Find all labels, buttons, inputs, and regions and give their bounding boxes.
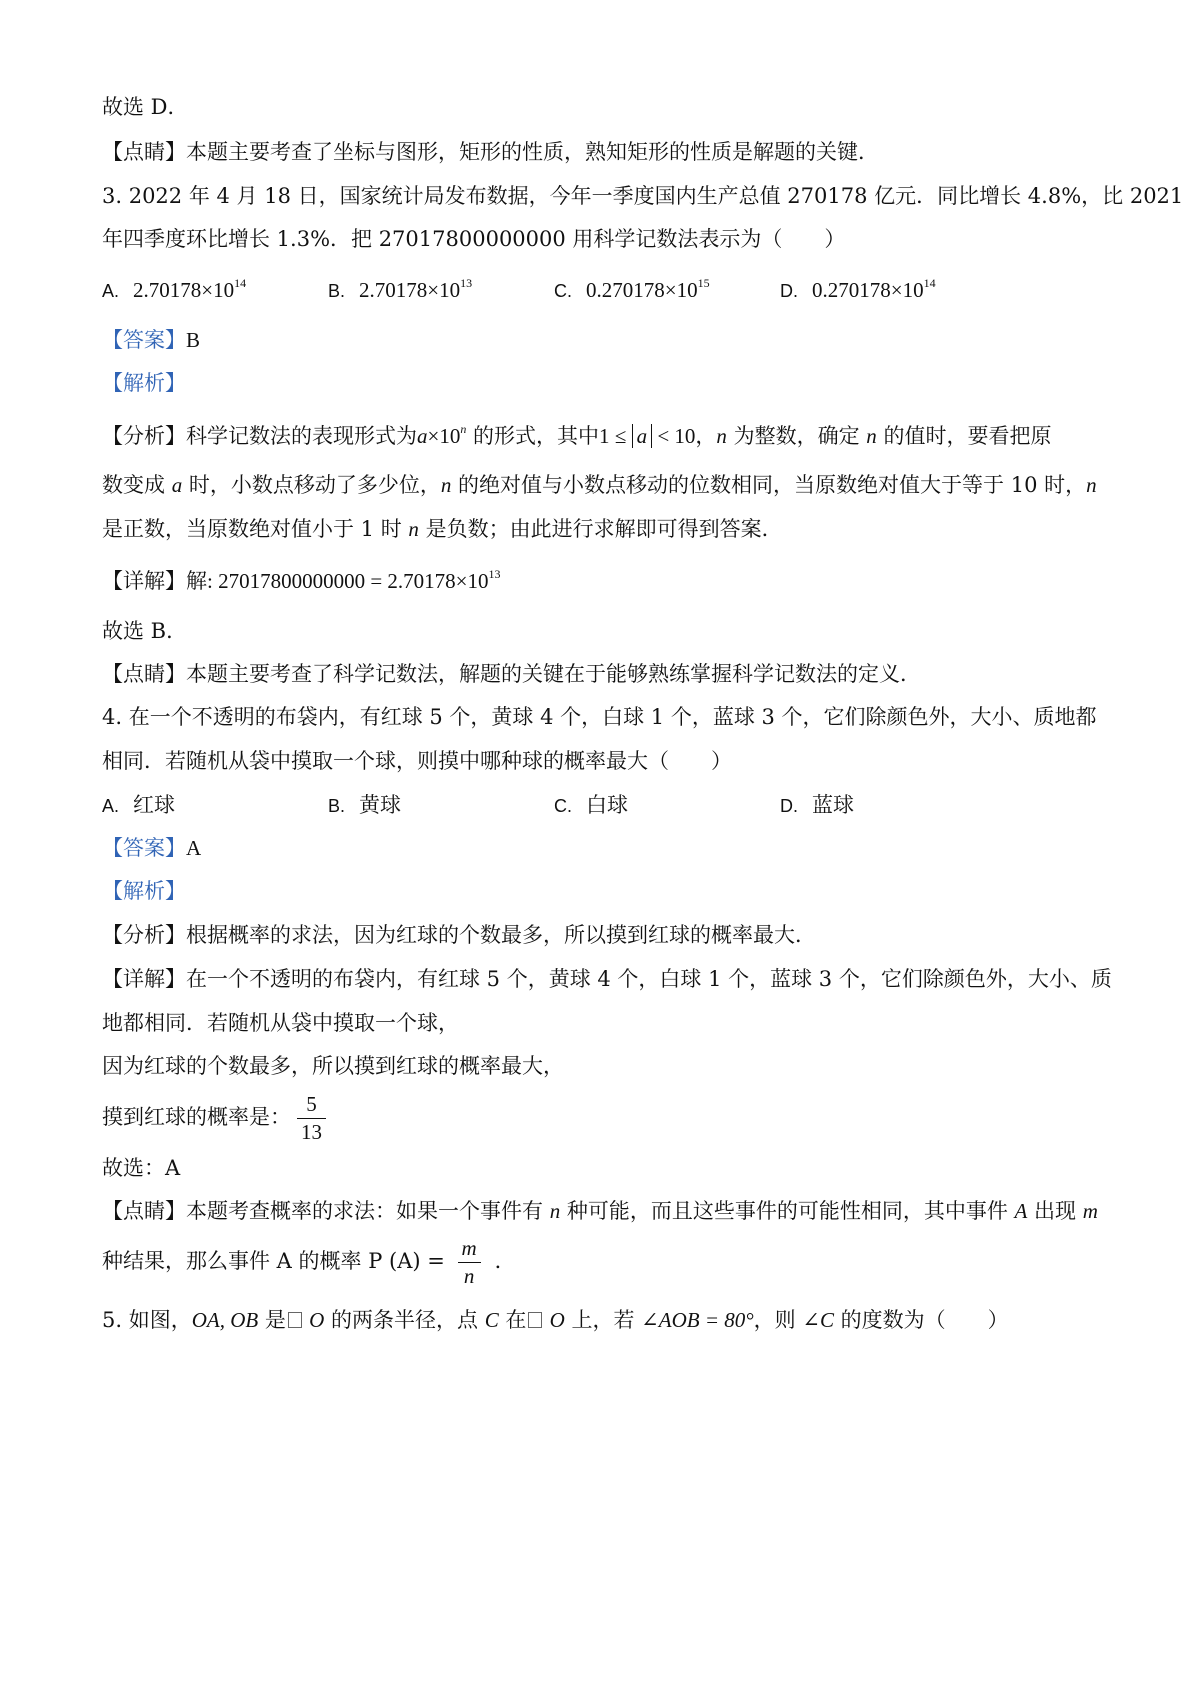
q4-review-line1 — [102, 1201, 1098, 1222]
fraction-numerator: m — [461, 1236, 477, 1260]
math-ineq-left: 1 ≤ — [599, 424, 632, 448]
q4-stem-line2: 相同．若随机从袋中摸取一个球，则摸中哪种球的概率最大（ ） — [102, 749, 732, 773]
q5-text: 是 — [258, 1308, 286, 1332]
option-value: 0.270178×10 — [812, 278, 924, 302]
review-text: ． — [494, 1249, 516, 1273]
q3-xiangjie-line — [102, 567, 501, 593]
q4-xiangjie-line1 — [102, 969, 1112, 990]
q3-fenxi-line2 — [102, 475, 1097, 496]
var-n: n — [716, 424, 727, 448]
option-value: 2.70178×10 — [359, 278, 461, 302]
xiangjie-tag: 【详解】 — [102, 569, 186, 593]
fenxi-text: ， — [695, 424, 717, 448]
xiangjie-tag: 【详解】 — [102, 967, 186, 991]
fenxi-text: 的形式，其中 — [466, 424, 600, 448]
review-line-prev — [102, 142, 879, 163]
fenxi-text: 时，小数点移动了多少位， — [182, 473, 441, 497]
option-exponent: 13 — [460, 276, 473, 290]
xiangjie-exponent: 13 — [488, 567, 501, 581]
q4-stem-line1: 4. 在一个不透明的布袋内，有红球 5 个，黄球 4 个，白球 1 个，蓝球 3 个，它们除颜色外，大小、质地都 — [102, 705, 1097, 729]
var-A: A — [1014, 1199, 1028, 1223]
circle-symbol-icon — [528, 1312, 542, 1328]
option-exponent: 14 — [234, 276, 247, 290]
var-a: a — [417, 424, 428, 448]
q3-answer-line — [102, 330, 200, 351]
fenxi-tag: 【分析】 — [102, 424, 186, 448]
xiangjie-text: 解: 27017800000000 = 2.70178×10 — [186, 569, 489, 593]
fenxi-text: 的值时，要看把原 — [876, 424, 1052, 448]
fenxi-tag: 【分析】 — [102, 923, 186, 947]
probability-text: 摸到红球的概率是： — [102, 1105, 291, 1129]
var-O: O — [303, 1308, 325, 1332]
answer-tag: 【答案】 — [102, 836, 186, 860]
q4-xiangjie-line2: 地都相同．若随机从袋中摸取一个球， — [102, 1011, 459, 1035]
review-tag: 【点睛】 — [102, 140, 186, 164]
probability-fraction — [297, 1094, 326, 1143]
q4-option-c — [554, 795, 628, 816]
q3-fenxi-line3 — [102, 519, 783, 540]
q4-option-a — [102, 795, 175, 816]
option-exponent: 15 — [697, 276, 710, 290]
fenxi-text: 为整数，确定 — [726, 424, 867, 448]
review-tag: 【点睛】 — [102, 662, 186, 686]
q4-xiangjie-line3: 因为红球的个数最多，所以摸到红球的概率最大， — [102, 1054, 564, 1078]
fraction-denominator: 13 — [297, 1118, 326, 1143]
option-label: B. — [328, 281, 346, 301]
q3-stem-line2: 年四季度环比增长 1.3%．把 27017800000000 用科学记数法表示为（ ） — [102, 227, 846, 251]
q5-text: 上，若 — [564, 1308, 642, 1332]
fenxi-text: 科学记数法的表现形式为 — [186, 424, 417, 448]
q3-review-line — [102, 664, 921, 685]
q5-text: 的两条半径，点 — [324, 1308, 485, 1332]
var-n-exponent: n — [460, 422, 467, 436]
q4-review-line2 — [102, 1238, 516, 1287]
review-text: 种可能，而且这些事件的可能性相同，其中事件 — [560, 1199, 1015, 1223]
q4-option-d — [780, 795, 854, 816]
math-angle-aob: ∠AOB = 80° — [641, 1308, 754, 1332]
option-exponent: 14 — [923, 276, 936, 290]
fenxi-text: 是正数，当原数绝对值小于 1 时 — [102, 517, 409, 541]
xiangjie-text: 在一个不透明的布袋内，有红球 5 个，黄球 4 个，白球 1 个，蓝球 3 个，它们除颜色外，大小、质 — [186, 967, 1112, 991]
q3-fenxi-line1 — [102, 424, 1051, 448]
fraction-numerator: 5 — [306, 1092, 317, 1116]
math-radii: OA, OB — [191, 1308, 259, 1332]
answer-value: B — [186, 328, 201, 352]
q3-option-c — [554, 276, 710, 302]
option-label: A. — [102, 281, 120, 301]
option-label: D. — [780, 281, 798, 301]
option-value: 2.70178×10 — [133, 278, 235, 302]
review-text: 种结果，那么事件 A 的概率 P (A) = — [102, 1249, 452, 1273]
review-tag: 【点睛】 — [102, 1199, 186, 1223]
fenxi-text: 根据概率的求法，因为红球的个数最多，所以摸到红球的概率最大． — [186, 923, 816, 947]
option-text: 红球 — [133, 793, 176, 817]
math-times-ten: ×10 — [427, 424, 461, 448]
fraction-denominator: n — [458, 1262, 481, 1287]
var-n: n — [866, 424, 877, 448]
q3-option-a — [102, 276, 247, 302]
choice-line-prev — [102, 97, 189, 118]
fenxi-text: 是负数；由此进行求解即可得到答案． — [418, 517, 783, 541]
q5-text: 的度数为（ ） — [833, 1308, 1009, 1332]
review-text: 出现 — [1027, 1199, 1083, 1223]
var-n: n — [440, 473, 452, 497]
q5-stem-line — [102, 1310, 1009, 1331]
q4-fenxi-line — [102, 925, 816, 946]
option-value: 0.270178×10 — [586, 278, 698, 302]
option-label: B. — [328, 796, 346, 816]
var-O: O — [544, 1308, 565, 1332]
var-n: n — [408, 517, 419, 541]
q5-text: 在 — [498, 1308, 527, 1332]
var-m: m — [1082, 1199, 1098, 1223]
answer-value: A — [186, 836, 202, 860]
option-label: C. — [554, 281, 572, 301]
option-text: 白球 — [586, 793, 628, 817]
q3-analysis-tag: 【解析】 — [102, 371, 186, 395]
q5-text: 5. 如图， — [102, 1308, 192, 1332]
review-text: 本题主要考查了科学记数法，解题的关键在于能够熟练掌握科学记数法的定义． — [186, 662, 921, 686]
q4-option-b — [328, 795, 401, 816]
probability-formula-fraction — [458, 1238, 481, 1287]
option-label: C. — [554, 796, 572, 816]
option-label: A. — [102, 796, 120, 816]
circle-symbol-icon — [288, 1312, 302, 1328]
option-text: 蓝球 — [812, 793, 854, 817]
q3-choice-line: 故选 B． — [102, 619, 188, 643]
choice-text: 故选 D． — [102, 95, 189, 119]
q4-choice-line: 故选：A — [102, 1156, 181, 1180]
var-C: C — [484, 1308, 499, 1332]
q4-analysis-tag: 【解析】 — [102, 879, 186, 903]
q3-stem-line1: 3. 2022 年 4 月 18 日，国家统计局发布数据，今年一季度国内生产总值 270178 亿元．同比增长 4.8%，比 2021 — [102, 184, 1184, 208]
math-ineq-right: < 10 — [652, 424, 696, 448]
q3-option-d — [780, 276, 936, 302]
q3-option-b — [328, 276, 473, 302]
var-n: n — [549, 1199, 561, 1223]
fenxi-text: 的绝对值与小数点移动的位数相同，当原数绝对值大于等于 10 时， — [451, 473, 1087, 497]
answer-tag: 【答案】 — [102, 328, 186, 352]
option-text: 黄球 — [359, 793, 402, 817]
math-angle-c: ∠C — [802, 1308, 834, 1332]
fenxi-text: 数变成 — [102, 473, 172, 497]
var-a: a — [171, 473, 183, 497]
abs-value-a: a — [632, 424, 653, 448]
var-n: n — [1086, 473, 1097, 497]
q5-text: ，则 — [753, 1308, 803, 1332]
review-text: 本题主要考查了坐标与图形，矩形的性质，熟知矩形的性质是解题的关键． — [186, 140, 879, 164]
option-label: D. — [780, 796, 798, 816]
q4-probability-line — [102, 1094, 326, 1143]
q4-answer-line — [102, 838, 201, 859]
review-text: 本题考查概率的求法：如果一个事件有 — [186, 1199, 550, 1223]
